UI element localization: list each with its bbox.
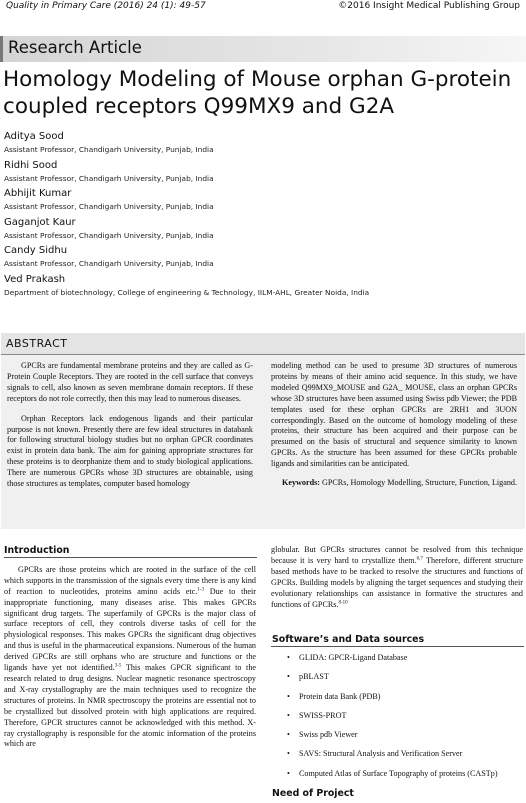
abstract-header [1, 333, 525, 355]
section-rule [271, 646, 524, 647]
software-list-container [271, 653, 525, 782]
software-list-item [271, 730, 525, 741]
introduction-paragraph-continued [271, 545, 523, 610]
software-item-label: Computed Atlas of Surface Topography of proteins (CASTp) [299, 768, 498, 778]
abstract-column-left [7, 361, 253, 490]
author-name: Abhijit Kumar [4, 188, 72, 199]
software-list-item [271, 672, 525, 683]
abstract-paragraph: modeling method can be used to presume 3D structures of numerous proteins by means of their amino acid sequence. In this study, we have modeled Q99MX9_MOUSE and G2A_ MOUSE, class an orphan GPCRs whose 3D structures have been assumed using Swiss pdb Viewer; the PDB templates used for these orphan GPCRs are 2RH1 and 3UON correspondingly. Based on the outcome of homology modeling of these proteins, their structure has been acquired and their purpose can be presumed on the basis of structural and sequence similarity to known GPCRs. As the structure has been assumed for these GPCRs probable ligands and similarities can be anticipated. [271, 361, 517, 469]
software-heading: Software’s and Data sources [272, 634, 425, 645]
software-list-item [271, 692, 525, 703]
software-list-item [271, 653, 525, 664]
citation-ref: 6,7 [416, 556, 423, 562]
introduction-column-right [271, 545, 523, 610]
abstract-column-right [271, 361, 517, 489]
abstract-keywords [271, 478, 517, 489]
title-line-2: coupled receptors Q99MX9 and G2A [3, 94, 395, 119]
author-name: Candy Sidhu [4, 245, 68, 256]
keywords-label: Keywords: [282, 478, 320, 488]
abstract-box [1, 333, 525, 529]
citation-ref: 8-10 [338, 599, 348, 605]
citation-ref: 1-3 [197, 587, 204, 592]
author-affiliation: Assistant Professor, Chandigarh University, Punjab, India [4, 230, 214, 240]
intro-text: globular. But GPCRs structures cannot be resolved from this technique because it is very hard to crystallize them. [271, 545, 523, 565]
author-affiliation: Department of biotechnology, College of engineering & Technology, IILM-AHL, Greater Noida, India [4, 287, 370, 297]
author-affiliation: Assistant Professor, Chandigarh University, Punjab, India [4, 259, 214, 268]
bullet-icon: • [287, 749, 290, 759]
keywords-list: GPCRs, Homology Modelling, Structure, Function, Ligand. [322, 478, 517, 488]
journal-citation: Quality in Primary Care (2016) 24 (1): 49-57 [6, 1, 206, 11]
author-entry [4, 130, 522, 159]
software-item-label: GLIDA: GPCR-Ligand Database [299, 653, 408, 662]
author-entry [4, 216, 522, 245]
author-affiliation: Assistant Professor, Chandigarh University, Punjab, India [4, 202, 214, 211]
bullet-icon: • [287, 672, 290, 682]
software-item-label: Swiss pdb Viewer [299, 730, 358, 740]
article-type-label: Research Article [8, 38, 142, 57]
intro-text: Therefore, different structure based methods have to be tracked to resolve the structures and functions of GPCRs. Building models by aligning the target sequences and studying their evolutionary relationships can assistance in formative the structures and functions of GPCRs. [271, 555, 524, 609]
bullet-icon: • [287, 691, 290, 701]
author-entry [4, 159, 522, 188]
software-list-item [271, 749, 525, 760]
author-entry [4, 244, 522, 273]
intro-text: GPCRs are those proteins which are rooted in the surface of the cell which supports in the transmission of the signals every time there is any kind of reaction to nucleotides, proteins amino acids etc. [4, 564, 256, 596]
author-affiliation: Assistant Professor, Chandigarh University, Punjab, India [4, 173, 214, 183]
bullet-icon: • [287, 710, 290, 720]
software-list-item [271, 769, 525, 780]
author-affiliation: Assistant Professor, Chandigarh University, Punjab, India [4, 145, 214, 154]
author-name: Aditya Sood [4, 131, 64, 142]
introduction-heading: Introduction [4, 545, 70, 556]
abstract-paragraph: GPCRs are fundamental membrane proteins and they are called as G-Protein Couple Receptors. They are rooted in the cell surface that conveys signals to cell, also known as seven membrane domain receptors. If these receptors do not role correctly, then this may lead to numerous diseases. [7, 361, 253, 403]
software-list-item [271, 711, 525, 722]
article-type-banner [0, 36, 526, 62]
software-item-label: pBLAST [299, 672, 329, 682]
abstract-heading: ABSTRACT [6, 337, 68, 350]
author-name: Ridhi Sood [4, 159, 58, 171]
software-item-label: Protein data Bank (PDB) [299, 691, 381, 701]
software-list [271, 653, 525, 780]
introduction-column-left [4, 546, 256, 750]
author-list [4, 130, 522, 301]
introduction-paragraph [4, 565, 256, 750]
article-title [3, 66, 525, 120]
publisher-notice: ©2016 Insight Medical Publishing Group [338, 1, 520, 11]
citation-ref: 3-5 [114, 663, 122, 669]
software-item-label: SWISS-PROT [299, 710, 347, 720]
intro-text: Due to their inappropriate functioning, many diseases arise. This makes GPCRs significant drug targets. The superfamily of GPCRs is the major class of surface receptors of cell, they controls diverse tasks of cell for the physiological responses. This makes GPCRs the significant drug objectives and thus is useful in the pharmaceutical expansions. Numerous of the human derived GPCRs are still orphans who are structure and functions or the ligands have yet not identified. [4, 586, 256, 673]
bullet-icon: • [287, 653, 290, 662]
author-entry [4, 273, 522, 302]
software-item-label: SAVS: Structural Analysis and Verification Server [299, 749, 463, 759]
bullet-icon: • [287, 768, 290, 778]
author-name: Gaganjot Kaur [4, 216, 76, 228]
intro-text: This makes GPCR significant to the research related to drug designs. Nuclear magnetic resonance spectroscopy and X-ray crystallography are the main techniques used to recognize the structures of proteins. In NMR spectroscopy the proteins are essential not to be crystallized but dissolved protein with high applications are required. Therefore, GPCR structures cannot be acknowledged with this method. X-ray crystallography is responsible for the atomic information of the proteins which are [4, 663, 256, 749]
abstract-paragraph: Orphan Receptors lack endogenous ligands and their particular purpose is not known. Presently there are few ideal structures in databank for following structural biology studies but no orphan GPCR coordinates exist in protein data bank. The aim for gaining appropriate structures for these proteins is to deorphanize them and to study biological applications. There are numerous GPCRs whose 3D structures are obtainable, using those structures as templates, computer based homology [7, 413, 253, 489]
title-line-1: Homology Modeling of Mouse orphan G-protein [3, 67, 512, 92]
author-name: Ved Prakash [4, 273, 66, 285]
author-entry [4, 187, 522, 216]
bullet-icon: • [287, 730, 290, 740]
need-of-project-heading: Need of Project [272, 788, 354, 799]
